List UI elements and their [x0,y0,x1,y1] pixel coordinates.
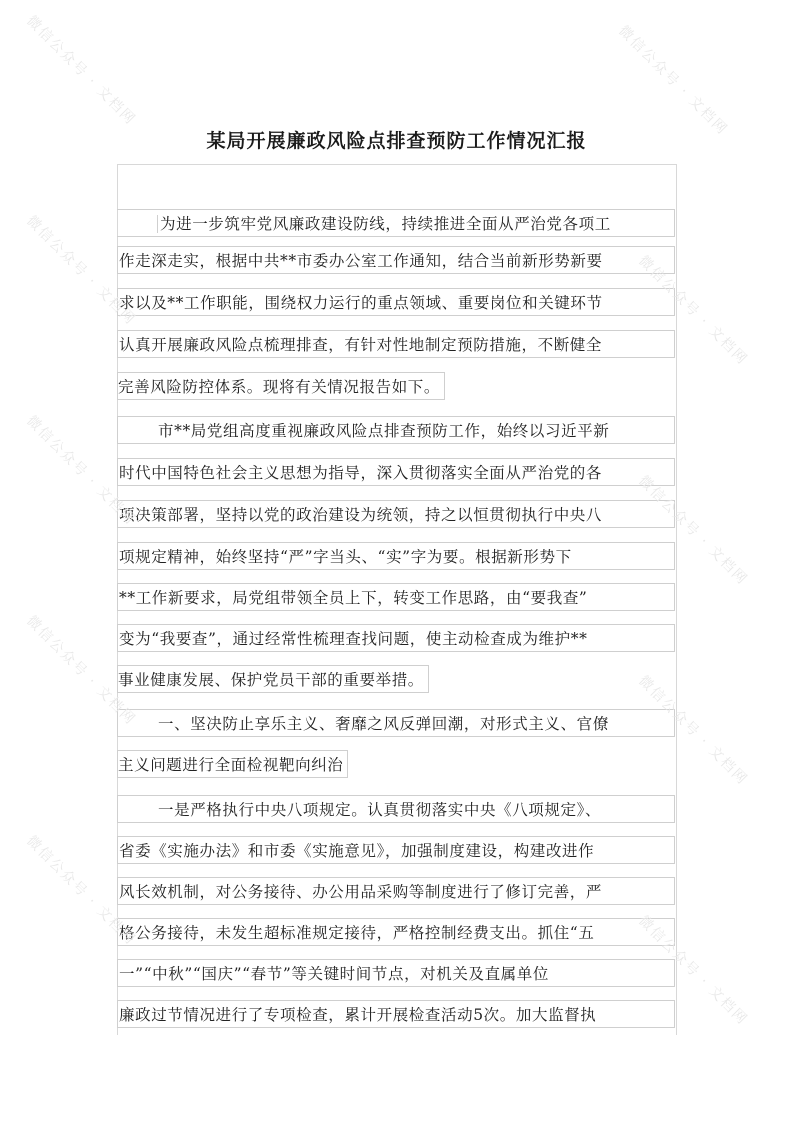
watermark: 微信公众号 · 文档网 [23,612,139,729]
watermark: 微信公众号 · 文档网 [23,412,139,529]
paragraph-line: 格公务接待，未发生超标准规定接待，严格控制经费支出。抓住“五 [117,918,675,946]
paragraph-line: 认真开展廉政风险点梳理排查，有针对性地制定预防措施，不断健全 [117,330,675,358]
paragraph-line: 市**局党组高度重视廉政风险点排查预防工作，始终以习近平新 [117,416,675,444]
paragraph-line: 省委《实施办法》和市委《实施意见》，加强制度建设，构建改进作 [117,836,675,864]
paragraph-line: 项决策部署，坚持以党的政治建设为统领，持之以恒贯彻执行中央八 [117,500,675,528]
watermark: 微信公众号 · 文档网 [23,832,139,949]
watermark: 微信公众号 · 文档网 [23,212,139,329]
paragraph-line: 时代中国特色社会主义思想为指导，深入贯彻落实全面从严治党的各 [117,458,675,486]
section-heading-line: 一、坚决防止享乐主义、奢靡之风反弹回潮，对形式主义、官僚 [117,709,675,737]
paragraph-line: 一是严格执行中央八项规定。认真贯彻落实中央《八项规定》、 [117,795,675,823]
paragraph-line: 一”“中秋”“国庆”“春节”等关键时间节点，对机关及直属单位 [117,959,675,987]
paragraph-line: 完善风险防控体系。现将有关情况报告如下。 [117,372,445,400]
paragraph-line: 为进一步筑牢党风廉政建设防线，持续推进全面从严治党各项工 [117,209,675,237]
document-title: 某局开展廉政风险点排查预防工作情况汇报 [206,130,587,152]
paragraph-line: 作走深走实，根据中共**市委办公室工作通知，结合当前新形势新要 [117,246,675,274]
paragraph-line: **工作新要求，局党组带领全员上下，转变工作思路，由“要我查” [117,583,675,611]
paragraph-line: 求以及**工作职能，围绕权力运行的重点领域、重要岗位和关键环节 [117,288,675,316]
section-heading-line: 主义问题进行全面检视靶向纠治 [117,750,348,778]
watermark: 微信公众号 · 文档网 [615,22,731,139]
paragraph-line: 事业健康发展、保护党员干部的重要举措。 [117,665,429,693]
paragraph-line: 变为“我要查”，通过经常性梳理查找问题，使主动检查成为维护** [117,624,675,652]
watermark: 微信公众号 · 文档网 [635,912,751,1029]
paragraph-line: 项规定精神，始终坚持“严”字当头、“实”字为要。根据新形势下 [117,542,675,570]
watermark: 微信公众号 · 文档网 [635,672,751,789]
paragraph-line: 风长效机制，对公务接待、办公用品采购等制度进行了修订完善，严 [117,877,675,905]
watermark: 微信公众号 · 文档网 [635,252,751,369]
paragraph-line: 廉政过节情况进行了专项检查，累计开展检查活动5次。加大监督执 [117,1000,675,1028]
watermark: 微信公众号 · 文档网 [635,472,751,589]
watermark: 微信公众号 · 文档网 [23,12,139,129]
